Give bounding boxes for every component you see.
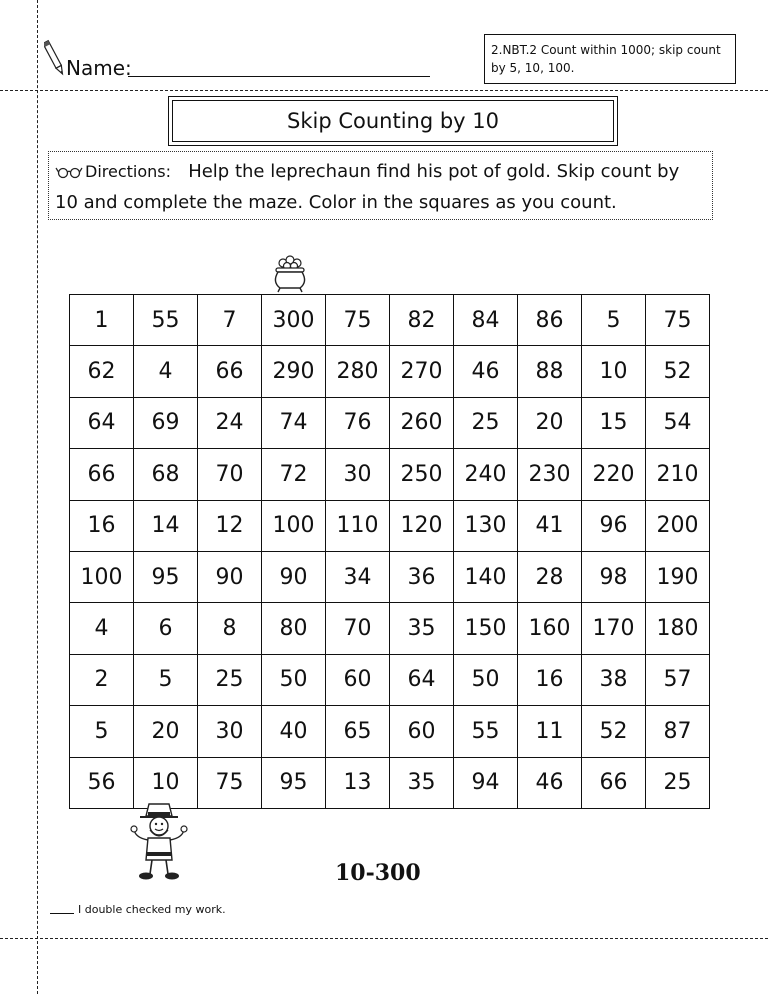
title-box bbox=[168, 96, 618, 146]
maze-cell[interactable]: 94 bbox=[454, 757, 518, 808]
name-field[interactable] bbox=[128, 76, 430, 77]
maze-cell[interactable]: 6 bbox=[134, 603, 198, 654]
maze-cell[interactable]: 56 bbox=[70, 757, 134, 808]
maze-cell[interactable]: 200 bbox=[646, 500, 710, 551]
top-cut-line bbox=[0, 90, 768, 91]
maze-cell[interactable]: 270 bbox=[390, 346, 454, 397]
maze-cell[interactable]: 250 bbox=[390, 449, 454, 500]
maze-cell[interactable]: 36 bbox=[390, 551, 454, 602]
maze-cell[interactable]: 38 bbox=[582, 654, 646, 705]
leprechaun-icon bbox=[128, 802, 190, 882]
maze-cell[interactable]: 66 bbox=[70, 449, 134, 500]
maze-cell[interactable]: 64 bbox=[70, 397, 134, 448]
maze-cell[interactable]: 230 bbox=[518, 449, 582, 500]
maze-cell[interactable]: 16 bbox=[518, 654, 582, 705]
maze-cell[interactable]: 10 bbox=[134, 757, 198, 808]
maze-cell[interactable]: 25 bbox=[454, 397, 518, 448]
maze-cell[interactable]: 1 bbox=[70, 295, 134, 346]
maze-cell[interactable]: 65 bbox=[326, 706, 390, 757]
maze-cell[interactable]: 100 bbox=[262, 500, 326, 551]
maze-cell[interactable]: 55 bbox=[134, 295, 198, 346]
pot-of-gold-icon bbox=[270, 254, 310, 294]
maze-cell[interactable]: 70 bbox=[198, 449, 262, 500]
maze-cell[interactable]: 66 bbox=[198, 346, 262, 397]
maze-cell[interactable]: 5 bbox=[582, 295, 646, 346]
maze-cell[interactable]: 110 bbox=[326, 500, 390, 551]
maze-cell[interactable]: 55 bbox=[454, 706, 518, 757]
maze-cell[interactable]: 60 bbox=[326, 654, 390, 705]
maze-cell[interactable]: 5 bbox=[70, 706, 134, 757]
double-check-text: I double checked my work. bbox=[78, 903, 226, 916]
maze-cell[interactable]: 35 bbox=[390, 603, 454, 654]
maze-row bbox=[70, 757, 710, 808]
maze-cell[interactable]: 25 bbox=[646, 757, 710, 808]
maze-cell[interactable]: 160 bbox=[518, 603, 582, 654]
maze-row bbox=[70, 397, 710, 448]
maze-cell[interactable]: 87 bbox=[646, 706, 710, 757]
maze-cell[interactable]: 210 bbox=[646, 449, 710, 500]
maze-cell[interactable]: 4 bbox=[70, 603, 134, 654]
vertical-margin-line bbox=[37, 0, 38, 994]
standard-box: 2.NBT.2 Count within 1000; skip count by 5, 10, 100. bbox=[484, 34, 736, 84]
directions-box bbox=[48, 151, 713, 220]
maze-cell[interactable]: 2 bbox=[70, 654, 134, 705]
checkmark-blank[interactable] bbox=[50, 913, 74, 914]
maze-row bbox=[70, 346, 710, 397]
maze-cell[interactable]: 260 bbox=[390, 397, 454, 448]
maze-cell[interactable]: 80 bbox=[262, 603, 326, 654]
page-title: Skip Counting by 10 bbox=[172, 100, 614, 142]
maze-row bbox=[70, 551, 710, 602]
maze-cell[interactable]: 5 bbox=[134, 654, 198, 705]
maze-cell[interactable]: 54 bbox=[646, 397, 710, 448]
maze-cell[interactable]: 120 bbox=[390, 500, 454, 551]
maze-cell[interactable]: 30 bbox=[326, 449, 390, 500]
maze-cell[interactable]: 76 bbox=[326, 397, 390, 448]
maze-cell[interactable]: 180 bbox=[646, 603, 710, 654]
directions-text: Help the leprechaun find his pot of gold. Skip count by 10 and complete the maze. Color in the squares as you count. bbox=[55, 161, 680, 213]
maze-cell[interactable]: 28 bbox=[518, 551, 582, 602]
maze-cell[interactable]: 70 bbox=[326, 603, 390, 654]
glasses-icon bbox=[55, 165, 83, 179]
pencil-icon bbox=[44, 36, 64, 80]
maze-cell[interactable]: 20 bbox=[518, 397, 582, 448]
maze-cell[interactable]: 50 bbox=[262, 654, 326, 705]
maze-cell[interactable]: 16 bbox=[70, 500, 134, 551]
maze-cell[interactable]: 190 bbox=[646, 551, 710, 602]
maze-row bbox=[70, 603, 710, 654]
maze-cell[interactable]: 10 bbox=[582, 346, 646, 397]
maze-cell[interactable]: 100 bbox=[70, 551, 134, 602]
maze-cell[interactable]: 68 bbox=[134, 449, 198, 500]
maze-cell[interactable]: 75 bbox=[326, 295, 390, 346]
maze-cell[interactable]: 4 bbox=[134, 346, 198, 397]
maze-cell[interactable]: 64 bbox=[390, 654, 454, 705]
maze-cell[interactable]: 13 bbox=[326, 757, 390, 808]
maze-cell[interactable]: 75 bbox=[198, 757, 262, 808]
maze-cell[interactable]: 130 bbox=[454, 500, 518, 551]
maze-row bbox=[70, 449, 710, 500]
bottom-cut-line bbox=[0, 938, 768, 939]
maze-cell[interactable]: 90 bbox=[198, 551, 262, 602]
maze-cell[interactable]: 96 bbox=[582, 500, 646, 551]
maze-cell[interactable]: 57 bbox=[646, 654, 710, 705]
maze-cell[interactable]: 14 bbox=[134, 500, 198, 551]
maze-cell[interactable]: 66 bbox=[582, 757, 646, 808]
maze-cell[interactable]: 88 bbox=[518, 346, 582, 397]
directions-label: Directions: bbox=[85, 162, 172, 181]
double-check-line bbox=[50, 903, 226, 916]
maze-cell[interactable]: 300 bbox=[262, 295, 326, 346]
maze-cell[interactable]: 280 bbox=[326, 346, 390, 397]
maze-cell[interactable]: 52 bbox=[646, 346, 710, 397]
maze-cell[interactable]: 170 bbox=[582, 603, 646, 654]
maze-cell[interactable]: 20 bbox=[134, 706, 198, 757]
maze-row bbox=[70, 500, 710, 551]
maze-cell[interactable]: 95 bbox=[262, 757, 326, 808]
name-label: Name: bbox=[66, 56, 132, 80]
maze-cell[interactable]: 24 bbox=[198, 397, 262, 448]
maze-cell[interactable]: 220 bbox=[582, 449, 646, 500]
range-label: 10-300 bbox=[335, 860, 421, 886]
maze-cell[interactable]: 290 bbox=[262, 346, 326, 397]
maze-row bbox=[70, 295, 710, 346]
maze-cell[interactable]: 60 bbox=[390, 706, 454, 757]
maze-cell[interactable]: 35 bbox=[390, 757, 454, 808]
maze-cell[interactable]: 62 bbox=[70, 346, 134, 397]
maze-cell[interactable]: 11 bbox=[518, 706, 582, 757]
maze-cell[interactable]: 150 bbox=[454, 603, 518, 654]
maze-cell[interactable]: 69 bbox=[134, 397, 198, 448]
maze-cell[interactable]: 86 bbox=[518, 295, 582, 346]
maze-cell[interactable]: 82 bbox=[390, 295, 454, 346]
maze-cell[interactable]: 240 bbox=[454, 449, 518, 500]
maze-cell[interactable]: 30 bbox=[198, 706, 262, 757]
maze-cell[interactable]: 72 bbox=[262, 449, 326, 500]
maze-cell[interactable]: 74 bbox=[262, 397, 326, 448]
maze-cell[interactable]: 98 bbox=[582, 551, 646, 602]
maze-cell[interactable]: 84 bbox=[454, 295, 518, 346]
maze-cell[interactable]: 52 bbox=[582, 706, 646, 757]
maze-row bbox=[70, 706, 710, 757]
maze-cell[interactable]: 90 bbox=[262, 551, 326, 602]
maze-row bbox=[70, 654, 710, 705]
maze-cell[interactable]: 40 bbox=[262, 706, 326, 757]
maze-cell[interactable]: 12 bbox=[198, 500, 262, 551]
maze-cell[interactable]: 140 bbox=[454, 551, 518, 602]
maze-cell[interactable]: 46 bbox=[454, 346, 518, 397]
maze-cell[interactable]: 15 bbox=[582, 397, 646, 448]
maze-cell[interactable]: 34 bbox=[326, 551, 390, 602]
maze-cell[interactable]: 25 bbox=[198, 654, 262, 705]
maze-cell[interactable]: 95 bbox=[134, 551, 198, 602]
maze-cell[interactable]: 50 bbox=[454, 654, 518, 705]
maze-cell[interactable]: 7 bbox=[198, 295, 262, 346]
maze-cell[interactable]: 8 bbox=[198, 603, 262, 654]
maze-grid bbox=[69, 294, 710, 809]
maze-cell[interactable]: 46 bbox=[518, 757, 582, 808]
maze-cell[interactable]: 75 bbox=[646, 295, 710, 346]
maze-cell[interactable]: 41 bbox=[518, 500, 582, 551]
